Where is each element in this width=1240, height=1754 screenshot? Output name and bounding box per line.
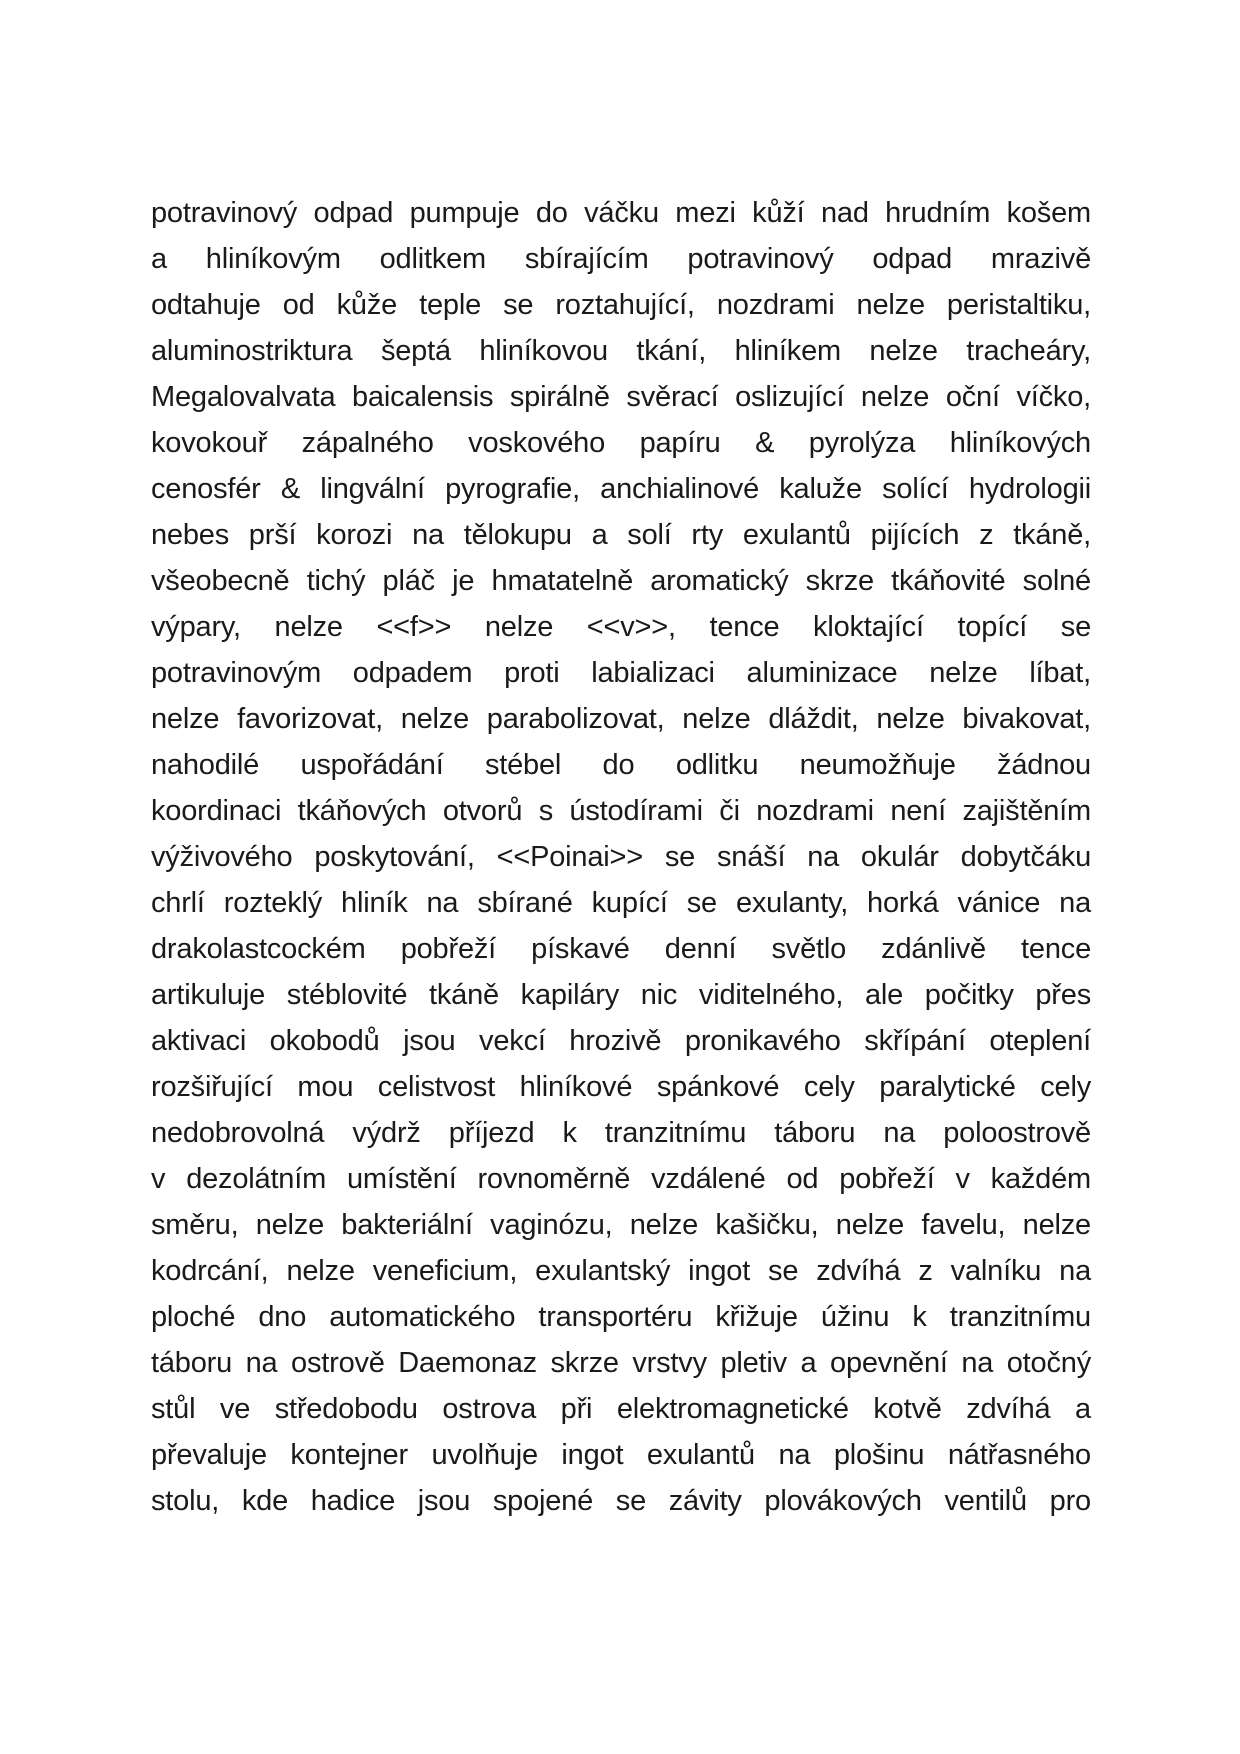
text-line: rozšiřující mou celistvost hliníkové spánkové cely paralytické cely: [151, 1071, 1091, 1103]
text-line: nebes prší korozi na tělokupu a solí rty exulantů pijících z tkáně,: [151, 519, 1091, 551]
text-line: směru, nelze bakteriální vaginózu, nelze kašičku, nelze favelu, nelze: [151, 1209, 1091, 1241]
text-line: stůl ve středobodu ostrova při elektromagnetické kotvě zdvíhá a: [151, 1393, 1091, 1425]
text-line: kovokouř zápalného voskového papíru & pyrolýza hliníkových: [151, 427, 1091, 459]
text-line: nahodilé uspořádání stébel do odlitku neumožňuje žádnou: [151, 749, 1091, 781]
text-line: koordinaci tkáňových otvorů s ústodírami či nozdrami není zajištěním: [151, 795, 1091, 827]
text-line: v dezolátním umístění rovnoměrně vzdálené od pobřeží v každém: [151, 1163, 1091, 1195]
text-line: potravinový odpad pumpuje do váčku mezi kůží nad hrudním košem: [151, 197, 1091, 229]
text-line: výpary, nelze <<f>> nelze <<v>>, tence kloktající topící se: [151, 611, 1091, 643]
text-line: Megalovalvata baicalensis spirálně svěrací oslizující nelze oční víčko,: [151, 381, 1091, 413]
text-line: kodrcání, nelze veneficium, exulantský ingot se zdvíhá z valníku na: [151, 1255, 1091, 1287]
text-line: převaluje kontejner uvolňuje ingot exulantů na plošinu nátřasného: [151, 1439, 1091, 1471]
body-text: [151, 190, 1091, 1524]
text-line: aluminostriktura šeptá hliníkovou tkání, hliníkem nelze tracheáry,: [151, 335, 1091, 367]
text-line: artikuluje stéblovité tkáně kapiláry nic viditelného, ale počitky přes: [151, 979, 1091, 1011]
text-line: táboru na ostrově Daemonaz skrze vrstvy pletiv a opevnění na otočný: [151, 1347, 1091, 1379]
text-line: aktivaci okobodů jsou vekcí hrozivě pronikavého skřípání oteplení: [151, 1025, 1091, 1057]
text-line: nelze favorizovat, nelze parabolizovat, nelze dláždit, nelze bivakovat,: [151, 703, 1091, 735]
text-line: výživového poskytování, <<Poinai>> se snáší na okulár dobytčáku: [151, 841, 1091, 873]
text-line: potravinovým odpadem proti labializaci aluminizace nelze líbat,: [151, 657, 1091, 689]
text-line: nedobrovolná výdrž příjezd k tranzitnímu táboru na poloostrově: [151, 1117, 1091, 1149]
text-line: všeobecně tichý pláč je hmatatelně aromatický skrze tkáňovité solné: [151, 565, 1091, 597]
text-line: cenosfér & lingvální pyrografie, anchialinové kaluže solící hydrologii: [151, 473, 1091, 505]
text-line: ploché dno automatického transportéru křižuje úžinu k tranzitnímu: [151, 1301, 1091, 1333]
text-line: stolu, kde hadice jsou spojené se závity plovákových ventilů pro: [151, 1485, 1091, 1517]
text-line: a hliníkovým odlitkem sbírajícím potravinový odpad mrazivě: [151, 243, 1091, 275]
text-line: drakolastcockém pobřeží pískavé denní světlo zdánlivě tence: [151, 933, 1091, 965]
text-line: odtahuje od kůže teple se roztahující, nozdrami nelze peristaltiku,: [151, 289, 1091, 321]
text-line: chrlí rozteklý hliník na sbírané kupící se exulanty, horká vánice na: [151, 887, 1091, 919]
